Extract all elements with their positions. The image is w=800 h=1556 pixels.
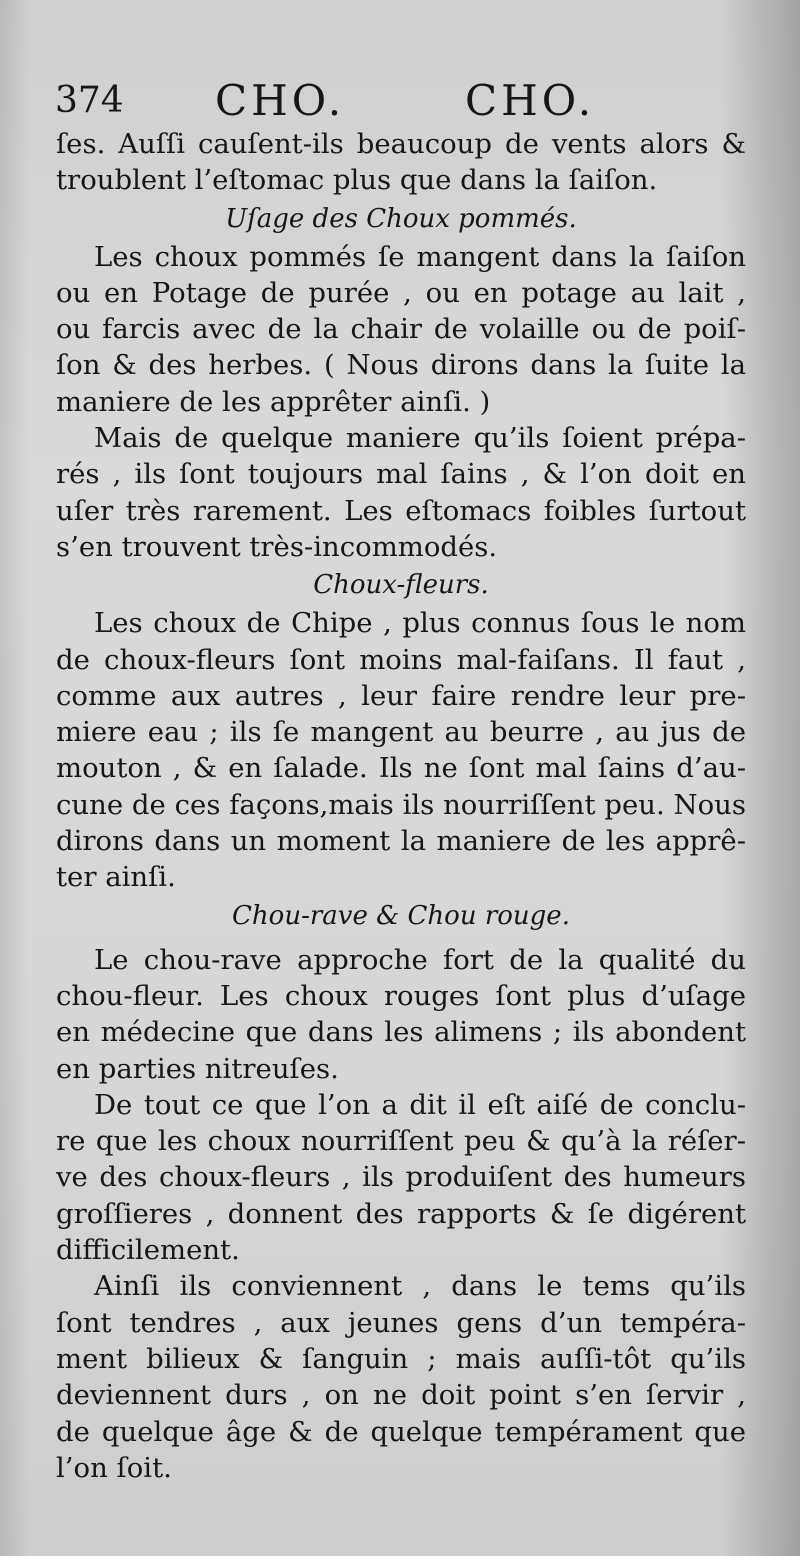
text-line: l’on ſoit. — [56, 1451, 172, 1484]
text-line: uſer très rarement. Les eſtomacs foibles ſurtout — [56, 494, 746, 527]
running-head-left: CHO. — [215, 76, 346, 125]
text-line: comme aux autres , leur faire rendre leur pre- — [56, 679, 746, 712]
text-line: Ainſi ils conviennent , dans le tems qu’ils — [94, 1270, 746, 1303]
text-line: ſon & des herbes. ( Nous dirons dans la ſuite la — [56, 349, 746, 382]
text-line: Mais de quelque maniere qu’ils ſoient prépa- — [94, 422, 746, 455]
text-line: s’en trouvent très-incommodés. — [56, 530, 498, 563]
text-line: rés , ils ſont toujours mal ſains , & l’on doit en — [56, 458, 746, 491]
section-heading: Chou-rave & Chou rouge. — [232, 900, 570, 931]
text-line: chou-fleur. Les choux rouges ſont plus d’uſage — [56, 979, 746, 1012]
text-line: ve des choux-fleurs , ils produiſent des humeurs — [56, 1161, 746, 1194]
text-line: ter ainſi. — [56, 861, 176, 894]
text-line: troublent l’eſtomac plus que dans la ſaiſon. — [56, 164, 658, 197]
text-line: ou farcis avec de la chair de volaille ou de poiſ- — [56, 313, 746, 346]
text-line: ment bilieux & ſanguin ; mais auſſi-tôt qu’ils — [56, 1342, 746, 1375]
text-line: mouton , & en ſalade. Ils ne ſont mal ſains d’au- — [56, 752, 746, 785]
text-line: miere eau ; ils ſe mangent au beurre , au jus de — [56, 716, 746, 749]
page-number: 374 — [55, 80, 124, 121]
text-line: re que les choux nourriſſent peu & qu’à la réſer- — [56, 1125, 746, 1158]
text-line: deviennent durs , on ne doit point s’en ſervir , — [56, 1379, 746, 1412]
running-head-right: CHO. — [465, 76, 596, 125]
text-line: cune de ces façons,mais ils nourriſſent peu. Nous — [56, 788, 746, 821]
text-line: Les choux de Chipe , plus connus ſous le nom — [94, 607, 746, 640]
text-body — [56, 126, 746, 1486]
page-header — [55, 72, 755, 132]
text-line: Le chou-rave approche fort de la qualité du — [94, 943, 746, 976]
section-heading: Uſage des Choux pommés. — [225, 203, 577, 234]
text-line: de quelque âge & de quelque tempérament que — [56, 1415, 746, 1448]
text-line: maniere de les apprêter ainſi. ) — [56, 385, 491, 418]
section-heading: Choux-fleurs. — [313, 570, 489, 601]
text-line: ou en Potage de purée , ou en potage au lait , — [56, 276, 746, 309]
text-line: en médecine que dans les alimens ; ils abondent — [56, 1016, 746, 1049]
text-line: groſſieres , donnent des rapports & ſe digérent — [56, 1197, 746, 1230]
text-line: De tout ce que l’on a dit il eſt aiſé de conclu- — [94, 1088, 746, 1121]
text-line: en parties nitreuſes. — [56, 1052, 339, 1085]
text-line: difficilement. — [56, 1234, 240, 1267]
text-line: ſont tendres , aux jeunes gens d’un tempéra- — [56, 1306, 746, 1339]
text-line: dirons dans un moment la maniere de les apprê- — [56, 825, 746, 858]
text-line: Les choux pommés ſe mangent dans la ſaiſon — [94, 240, 746, 273]
text-line: de choux-fleurs ſont moins mal-faiſans. Il faut , — [56, 643, 746, 676]
text-line: ſes. Auſſi cauſent-ils beaucoup de vents alors & — [56, 128, 746, 160]
